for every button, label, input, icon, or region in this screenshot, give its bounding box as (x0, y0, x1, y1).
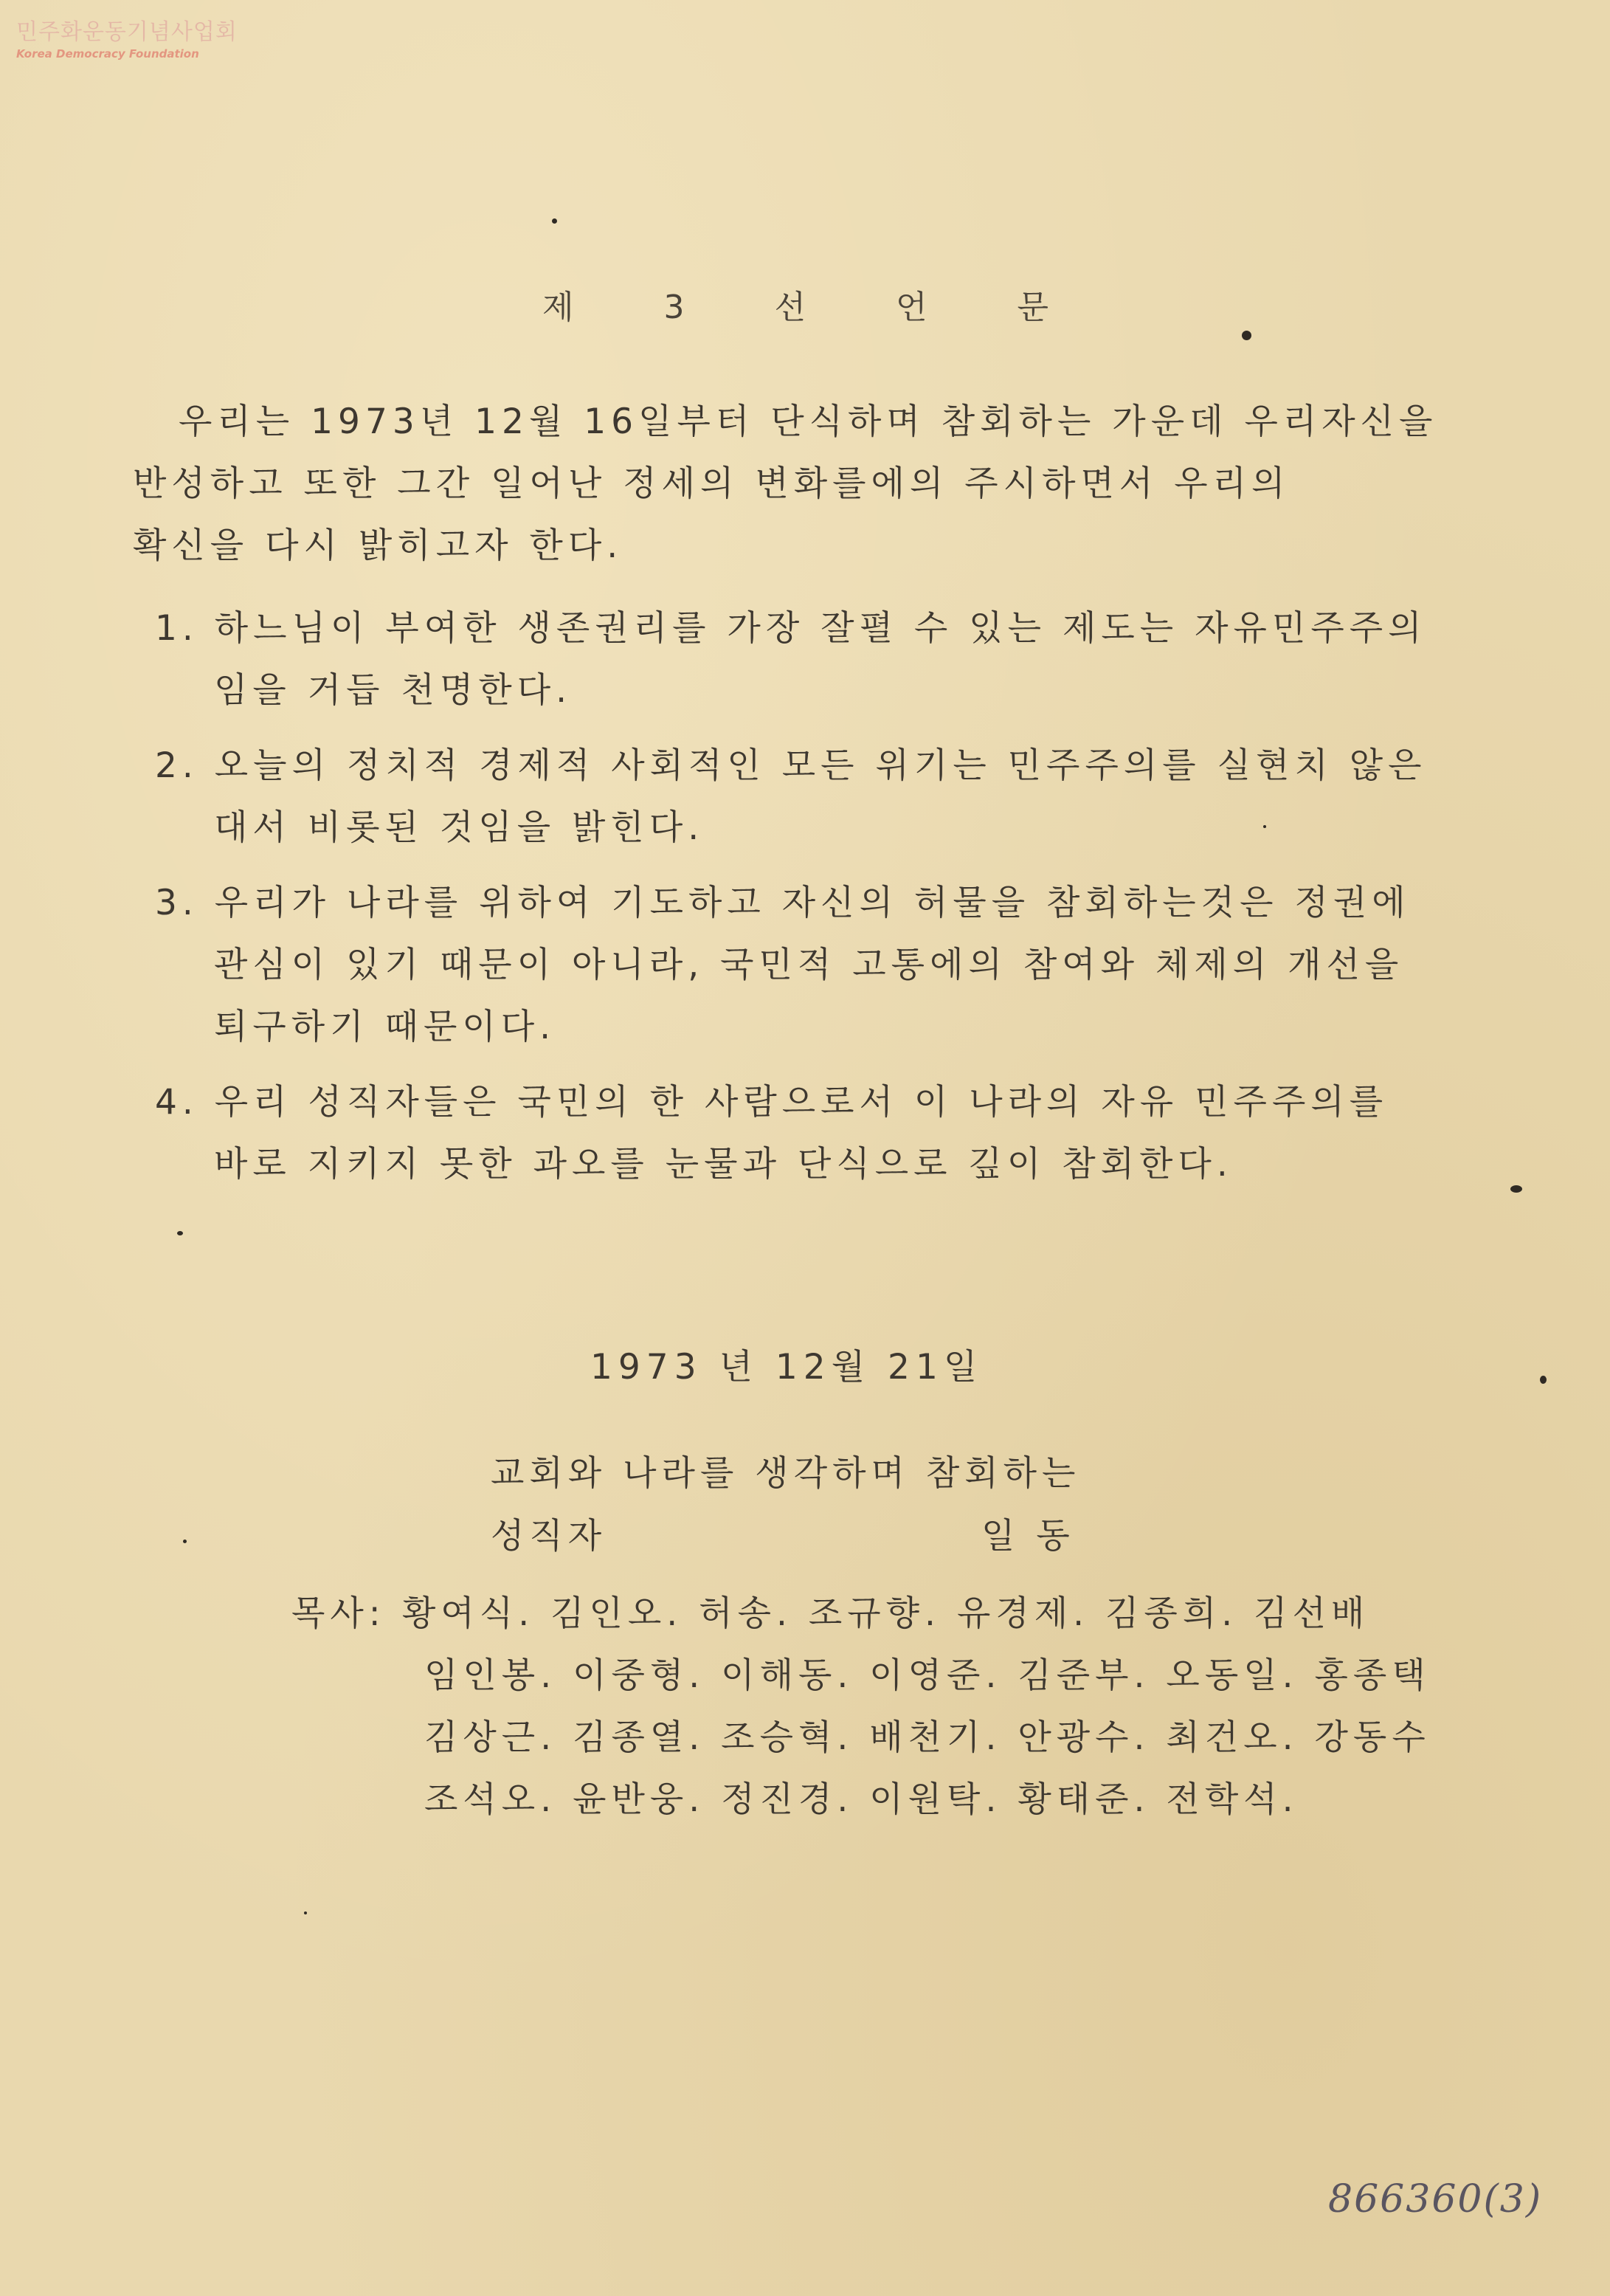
intro-line: 반성하고 또한 그간 일어난 정세의 변화를에의 주시하면서 우리의 (133, 463, 1291, 504)
declaration-item-4 (155, 1072, 1427, 1196)
pastors-label: 목사: (291, 1593, 386, 1634)
item-line: 관심이 있기 때문이 아니라, 국민적 고통에의 참여와 체제의 개선을 (214, 945, 1404, 985)
item-line: 대서 비롯된 것임을 밝힌다. (214, 807, 705, 848)
watermark-korean: 민주화운동기념사업회 (16, 19, 238, 45)
ink-speck (1510, 1185, 1522, 1193)
declaration-date: 1973 년 12월 21일 (590, 1347, 984, 1387)
pastor-names-line: 황여식. 김인오. 허송. 조규향. 유경제. 김종희. 김선배 (402, 1593, 1370, 1634)
declaration-item-2 (155, 735, 1427, 859)
item-line: 1. 하느님이 부여한 생존권리를 가장 잘펼 수 있는 제도는 자유민주주의 (155, 608, 1427, 649)
ink-speck (1540, 1376, 1547, 1384)
signature-block (491, 1443, 1080, 1505)
item-line: 임을 거듭 천명한다. (214, 670, 573, 711)
signature-line: 교회와 나라를 생각하며 참회하는 (491, 1453, 1081, 1494)
signature-clergy: 성직자 (491, 1516, 607, 1556)
ink-speck (1242, 331, 1251, 340)
declaration-item-1 (155, 598, 1427, 722)
item-line: 4. 우리 성직자들은 국민의 한 사람으로서 이 나라의 자유 민주주의를 (155, 1082, 1389, 1123)
signature-all: 일 동 (981, 1516, 1075, 1556)
intro-line: 확신을 다시 밝히고자 한다. (133, 525, 623, 566)
item-line: 퇴구하기 때문이다. (214, 1007, 556, 1047)
declaration-items (155, 598, 1427, 1209)
intro-line: 우리는 1973년 12월 16일부터 단식하며 참회하는 가운데 우리자신을 (179, 401, 1438, 442)
pastor-names-line: 조석오. 윤반웅. 정진경. 이원탁. 황태준. 전학석. (424, 1779, 1299, 1820)
item-line: 바로 지키지 못한 과오를 눈물과 단식으로 깊이 참회한다. (214, 1144, 1233, 1185)
item-line: 2. 오늘의 정치적 경제적 사회적인 모든 위기는 민주주의를 실현치 않은 (155, 745, 1427, 786)
watermark-english: Korea Democracy Foundation (16, 47, 199, 61)
page-title: 제 3 선 언 문 (542, 289, 1088, 326)
ink-speck (183, 1540, 187, 1543)
ink-speck (304, 1911, 307, 1914)
foundation-watermark (16, 13, 238, 61)
ink-speck (177, 1231, 183, 1235)
pastor-names (402, 1583, 1431, 1831)
ink-speck (552, 218, 557, 224)
pastor-names-line: 김상근. 김종열. 조승혁. 배천기. 안광수. 최건오. 강동수 (424, 1717, 1431, 1758)
archive-number: 866360(3) (1328, 2177, 1543, 2221)
item-line: 3. 우리가 나라를 위하여 기도하고 자신의 허물을 참회하는것은 정권에 (155, 883, 1411, 923)
intro-paragraph (133, 391, 1437, 577)
declaration-item-3 (155, 872, 1427, 1058)
pastor-names-line: 임인봉. 이중형. 이해동. 이영준. 김준부. 오동일. 홍종택 (424, 1655, 1431, 1696)
ink-speck (1263, 825, 1266, 828)
